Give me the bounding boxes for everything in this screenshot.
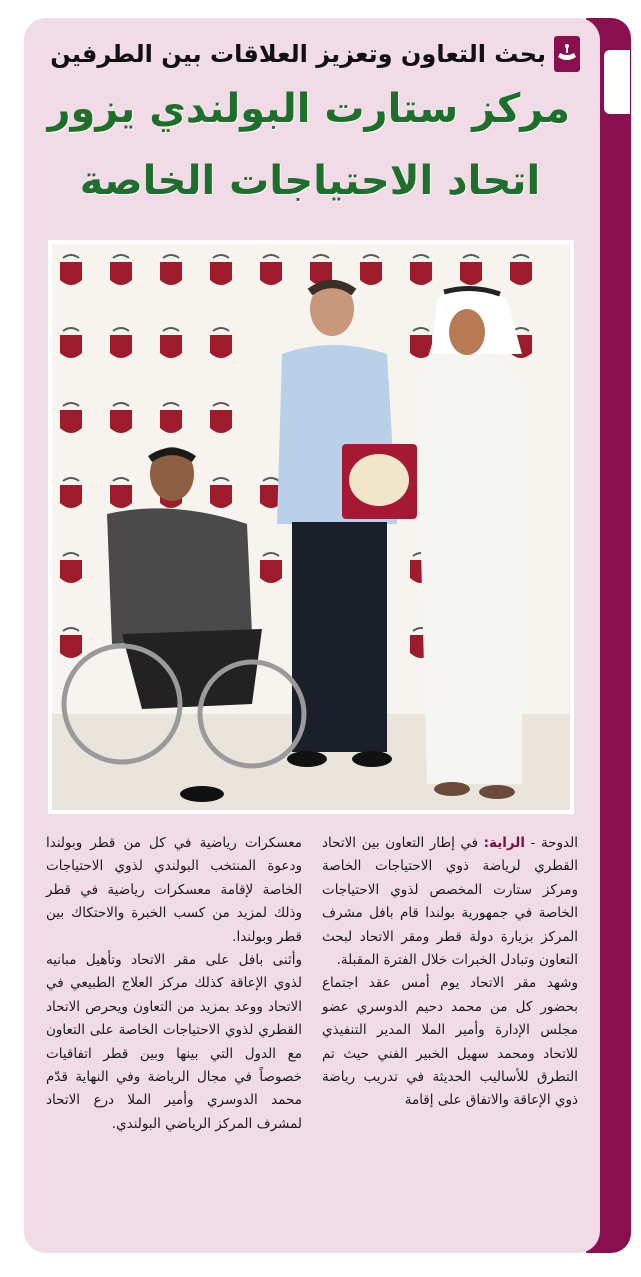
article-paragraph-4: وأثنى بافل على مقر الاتحاد وتأهيل مبانيه لذوي الإعاقة كذلك مركز العلاج الطبيعي في الاتحاد ووعد بمزيد من التعاون ويحرص الاتحاد القطري لذوي الاحتياجات الخاصة على التعاون مع الدول التي بينها وبين قطر اتفاقيات خصوصاً في مجال الرياضة وفي النهاية قدّم محمد الدوسري وأمير الملا درع الاتحاد لمشرف المركز الرياضي البولندي. (46, 952, 302, 1132)
qatar-sports-federation-logo-icon (554, 36, 580, 72)
plaque (342, 444, 417, 519)
standing-man (277, 282, 397, 767)
headline-line-1: مركز ستارت البولندي يزور (47, 86, 570, 132)
dateline: الدوحة - (530, 835, 578, 851)
headline-line-2: اتحاد الاحتياجات الخاصة (79, 158, 541, 204)
kicker-band (50, 32, 580, 76)
source-tag: الراية: (483, 835, 526, 851)
paragraph-text: في إطار التعاون بين الاتحاد القطري لرياضة ذوي الاحتياجات الخاصة ومركز ستارت المخصص لذوي الاحتياجات الخاصة في جمهورية بولندا قام بافل مشرف المركز بزيارة دولة قطر ومقر الاتحاد لبحث التعاون وتبادل الخبرات خلال الفترة المقبلة. (322, 835, 578, 969)
article-photo (48, 240, 574, 814)
article-paragraph-1 (322, 832, 578, 972)
spine-tab (604, 50, 630, 114)
article-kicker: بحث التعاون وتعزيز العلاقات بين الطرفين (50, 40, 546, 68)
article-column-right (322, 832, 578, 1232)
article-column-left (46, 832, 302, 1232)
article-paragraph-3: معسكرات رياضية في كل من قطر وبولندا ودعوة المنتخب البولندي لذوي الاحتياجات الخاصة لإقامة معسكرات رياضية في قطر وذلك لمزيد من كسب الخبرة والاحتكاك بين قطر وبولندا. (46, 835, 302, 945)
photo-illustration (52, 244, 570, 810)
article-paragraph-2: وشهد مقر الاتحاد يوم أمس عقد اجتماع بحضور كل من محمد دحيم الدوسري عضو مجلس الإدارة وأمير الملا المدير التنفيذي للاتحاد ومحمد سهيل الخبير الفني حيث تم التطرق للأساليب الحديثة في تدريب رياضة ذوي الإعاقة والاتفاق على إقامة (322, 975, 578, 1109)
